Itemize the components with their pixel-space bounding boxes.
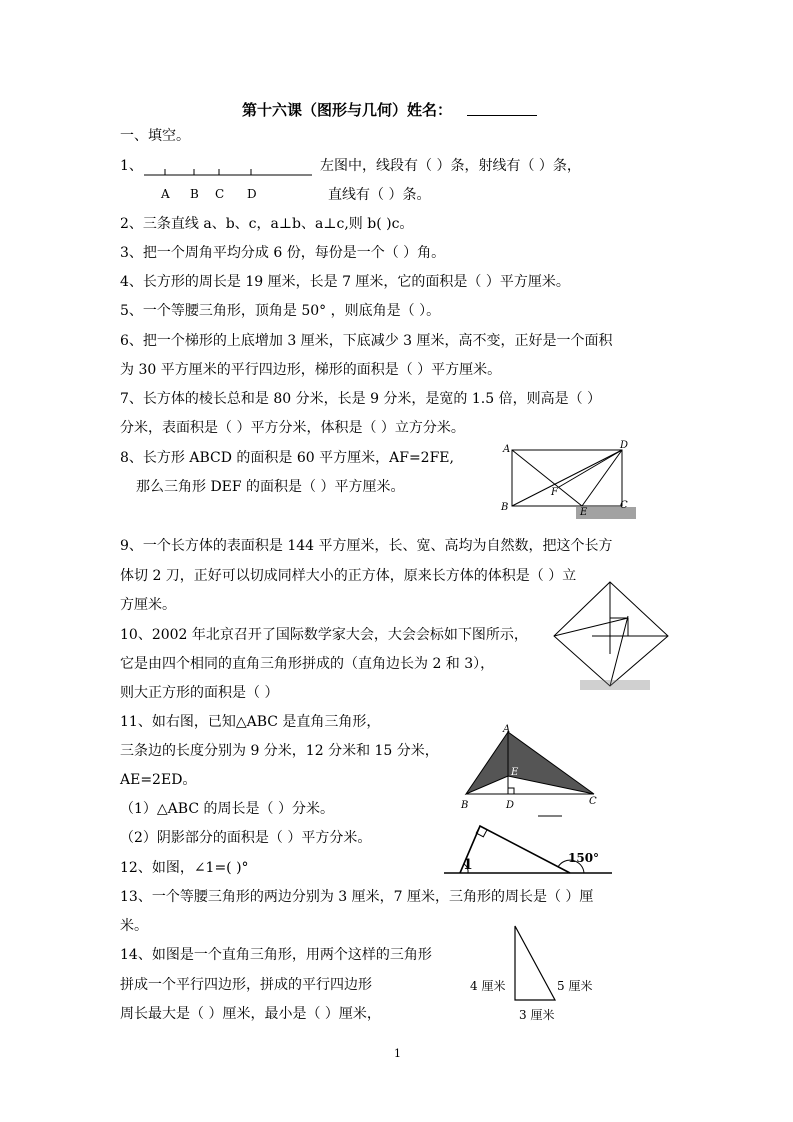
q8-label-d: D — [620, 440, 629, 451]
q12-angle-figure — [444, 816, 614, 878]
q1-line1: 左图中，线段有（ ）条，射线有（ ）条， — [320, 158, 581, 174]
q11-line3: AE=2ED。 — [120, 772, 197, 788]
q14-triangle — [515, 926, 555, 1000]
q14-line3: 周长最大是（ ）厘米，最小是（ ）厘米， — [120, 1006, 381, 1022]
name-blank[interactable] — [467, 115, 537, 116]
q8-diag-ae — [512, 450, 582, 506]
q14-label-side-a: 4 厘米 — [470, 979, 506, 993]
q11-line2: 三条边的长度分别为 9 分米，12 分米和 15 分米， — [120, 743, 439, 759]
q14-line1: 14、如图是一个直角三角形，用两个这样的三角形 — [120, 947, 432, 963]
q11-label-e: E — [511, 767, 519, 778]
q11-line1: 11、如右图，已知△ABC 是直角三角形， — [120, 714, 381, 730]
q13-line2: 米。 — [120, 918, 148, 934]
q2-text: 2、三条直线 a、b、c，a⊥b、a⊥c,则 b( )c。 — [120, 216, 414, 232]
q8-df — [559, 450, 622, 487]
q12-angle-label-150: 150° — [568, 851, 600, 865]
q4-text: 4、长方形的周长是 19 厘米，长是 7 厘米，它的面积是（ ）平方厘米。 — [120, 274, 570, 290]
q6-line1: 6、把一个梯形的上底增加 3 厘米，下底减少 3 厘米，高不变，正好是一个面积 — [120, 333, 613, 349]
q10-line2: 它是由四个相同的直角三角形拼成的（直角边长为 2 和 3）， — [120, 656, 495, 672]
q8-line2: 那么三角形 DEF 的面积是（ ）平方厘米。 — [136, 479, 405, 495]
q11-sub1: （1）△ABC 的周长是（ ）分米。 — [120, 801, 334, 817]
q1-label-d: D — [247, 187, 257, 201]
q8-line1: 8、长方形 ABCD 的面积是 60 平方厘米，AF=2FE, — [120, 450, 454, 466]
q9-line2: 体切 2 刀，正好可以切成同样大小的正方体，原来长方体的体积是（ ）立 — [120, 568, 577, 584]
q10-square-figure — [560, 582, 680, 694]
q10-outer-square — [554, 582, 668, 686]
q11-right-angle-mark — [508, 788, 514, 794]
q10-line3: 则大正方形的面积是（ ） — [120, 685, 279, 701]
q1-label-c: C — [215, 187, 225, 201]
q10-leg-4 — [554, 618, 628, 636]
q11-shaded-region — [466, 732, 594, 794]
q8-label-e: E — [580, 507, 588, 518]
q7-line2: 分米，表面积是（ ）平方分米，体积是（ ）立方分米。 — [120, 420, 465, 436]
q11-sub2: （2）阴影部分的面积是（ ）平方分米。 — [120, 830, 372, 846]
q14-label-side-c: 5 厘米 — [557, 979, 593, 993]
page-number: 1 — [394, 1047, 401, 1060]
q8-label-c: C — [620, 500, 628, 511]
q9-line3: 方厘米。 — [120, 597, 176, 613]
q14-line2: 拼成一个平行四边形，拼成的平行四边形 — [120, 977, 372, 993]
q11-label-b: B — [461, 800, 469, 811]
page-title: 第十六课（图形与几何）姓名： — [242, 101, 453, 119]
q10-leg-3 — [610, 616, 628, 686]
q14-triangle-figure — [510, 924, 560, 1004]
q11-label-d: D — [506, 800, 515, 811]
section-heading: 一、填空。 — [120, 128, 190, 144]
q7-line1: 7、长方体的棱长总和是 80 分米，长是 9 分米，是宽的 1.5 倍，则高是（ ） — [120, 391, 602, 407]
q11-label-a: A — [503, 724, 511, 735]
q5-text: 5、一个等腰三角形，顶角是 50° ，则底角是（ ）。 — [120, 303, 441, 319]
q8-label-f: F — [551, 487, 558, 498]
q1-label-b: B — [190, 187, 199, 201]
q8-de — [582, 450, 622, 506]
q10-scan-shade — [580, 680, 650, 690]
q6-line2: 为 30 平方厘米的平行四边形，梯形的面积是（ ）平方厘米。 — [120, 362, 502, 378]
q8-label-b: B — [501, 502, 509, 513]
q9-line1: 9、一个长方体的表面积是 144 平方厘米，长、宽、高均为自然数，把这个长方 — [120, 538, 613, 554]
q12-text: 12、如图，∠1=( )° — [120, 860, 249, 876]
q12-angle-label-1: 1 — [463, 857, 473, 873]
q13-line1: 13、一个等腰三角形的两边分别为 3 厘米，7 厘米，三角形的周长是（ ）厘 — [120, 889, 594, 905]
q14-label-side-b: 3 厘米 — [519, 1008, 555, 1022]
q8-rectangle-figure — [496, 438, 636, 522]
q11-triangle-figure — [458, 724, 608, 816]
q8-label-a: A — [503, 444, 511, 455]
q1-number: 1、 — [120, 158, 143, 174]
q3-text: 3、把一个周角平均分成 6 份，每份是一个（ ）角。 — [120, 245, 446, 261]
q1-label-a: A — [161, 187, 170, 201]
q8-diag-bd — [512, 450, 622, 506]
q10-line1: 10、2002 年北京召开了国际数学家大会，大会会标如下图所示， — [120, 627, 528, 643]
q1-line2: 直线有（ ）条。 — [328, 187, 431, 203]
q11-label-c: C — [589, 796, 597, 807]
